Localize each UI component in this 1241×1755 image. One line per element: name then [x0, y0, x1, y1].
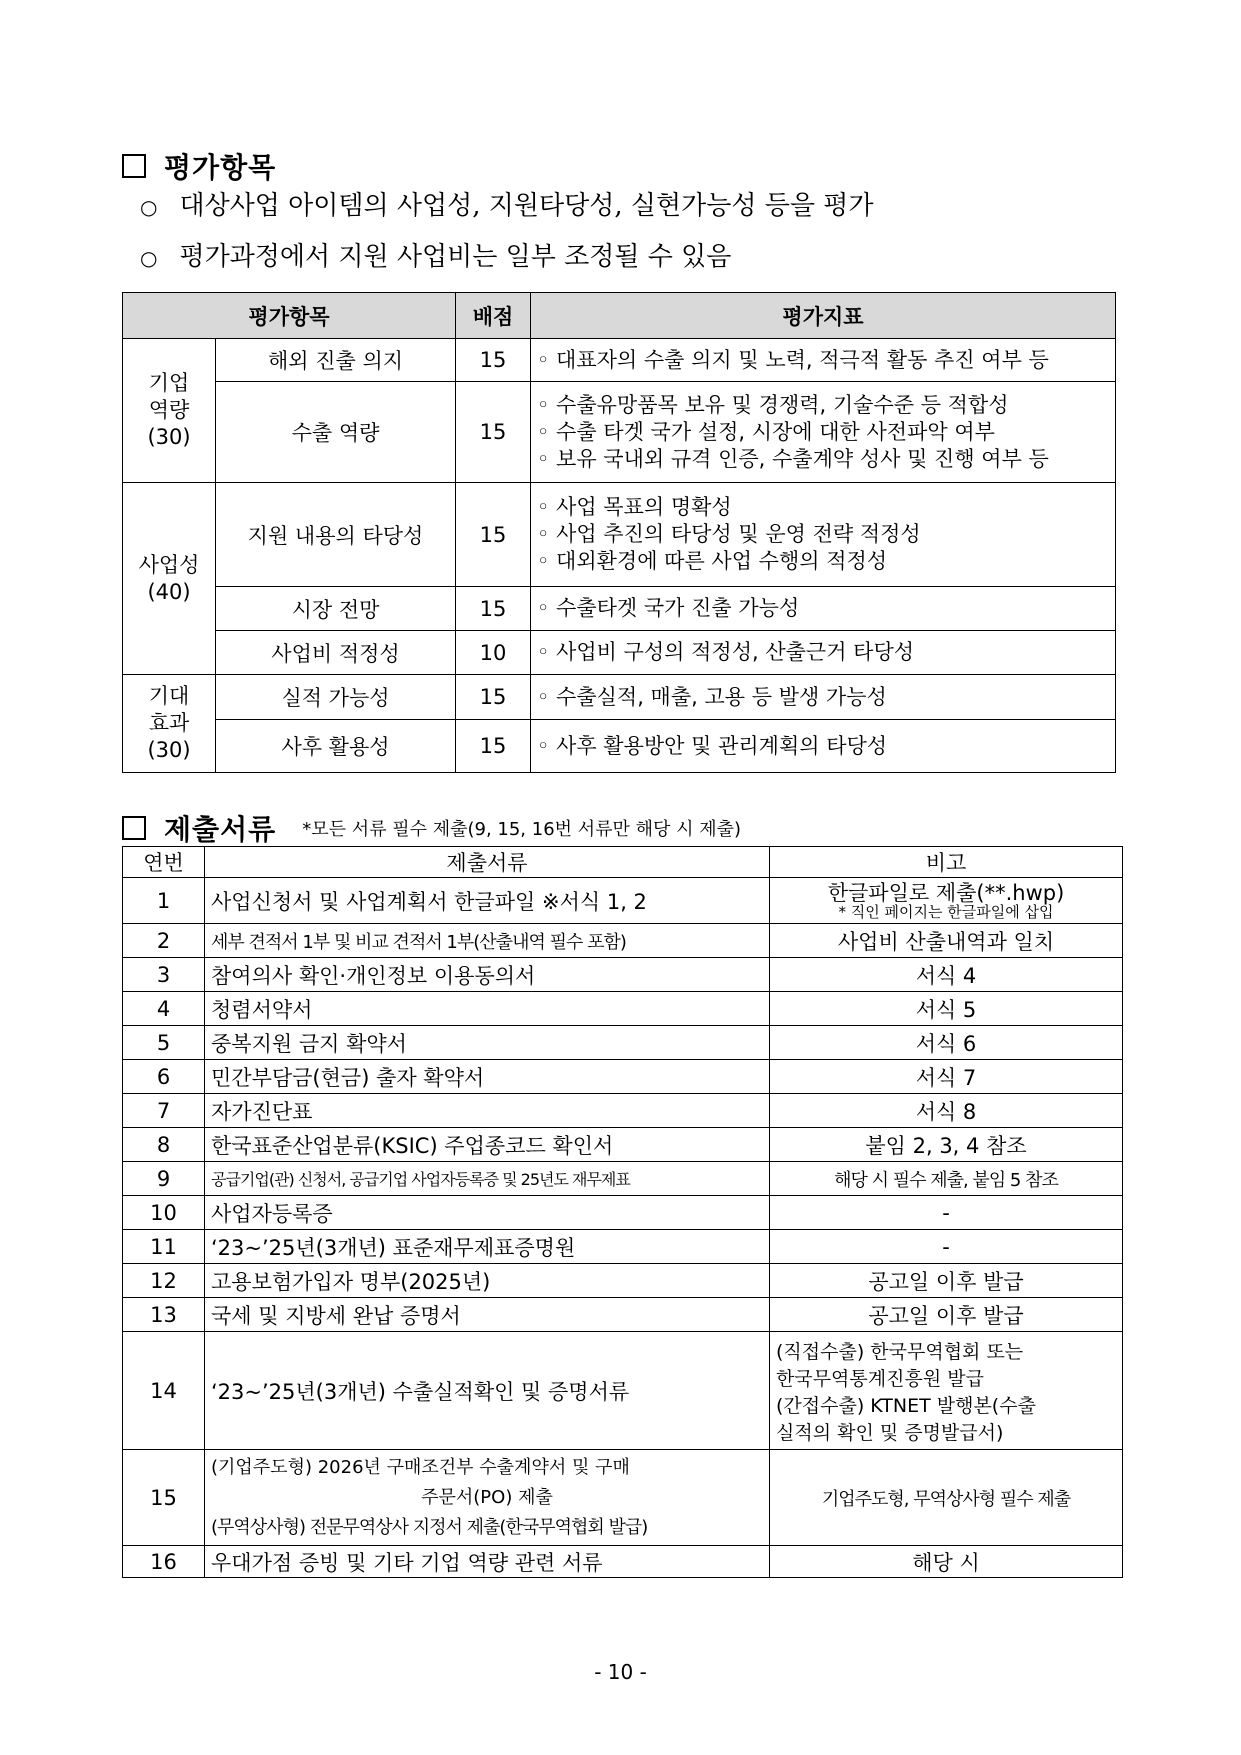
indicators: ◦ 수출유망품목 보유 및 경쟁력, 기술수준 등 적합성 ◦ 수출 타겟 국가 설정, 시장에 대한 사전파악 여부 ◦ 보유 국내외 규격 인증, 수출계약 성사 및 진행 여부 등	[531, 382, 1116, 483]
table-row: 4 청렴서약서 서식 5	[123, 992, 1123, 1026]
group-label: 사업성 (40)	[123, 483, 216, 675]
table-row: 10 사업자등록증 -	[123, 1196, 1123, 1230]
table-row: 9 공급기업(관) 신청서, 공급기업 사업자등록증 및 25년도 재무제표 해당 시 필수 제출, 붙임 5 참조	[123, 1162, 1123, 1196]
circle-bullet-icon: ○	[140, 195, 158, 219]
section2-heading	[122, 808, 741, 848]
table-row	[123, 675, 1116, 720]
page-number: - 10 -	[594, 1660, 647, 1684]
item-name: 시장 전망	[216, 587, 456, 631]
table-row: 8 한국표준산업분류(KSIC) 주업종코드 확인서 붙임 2, 3, 4 참조	[123, 1128, 1123, 1162]
score: 10	[456, 631, 531, 675]
bullet-2: ○ 평가과정에서 지원 사업비는 일부 조정될 수 있음	[140, 242, 732, 272]
item-name: 수출 역량	[216, 382, 456, 483]
table-row	[123, 483, 1116, 587]
indicators: ◦ 수출실적, 매출, 고용 등 발생 가능성	[531, 675, 1116, 720]
item-name: 실적 가능성	[216, 675, 456, 720]
table-row: 16 우대가점 증빙 및 기타 기업 역량 관련 서류 해당 시	[123, 1546, 1123, 1578]
group-label: 기업 역량 (30)	[123, 339, 216, 483]
item-name: 사업비 적정성	[216, 631, 456, 675]
section2-note: *모든 서류 필수 제출(9, 15, 16번 서류만 해당 시 제출)	[302, 819, 742, 840]
header-no: 연번	[123, 847, 205, 878]
score: 15	[456, 587, 531, 631]
table-row	[123, 587, 1116, 631]
table-row: 15 (기업주도형) 2026년 구매조건부 수출계약서 및 구매 주문서(PO) 제출 (무역상사형) 전문무역상사 지정서 제출(한국무역협회 발급) 기업주도형, 무역상사형 필수 제출	[123, 1450, 1123, 1546]
score: 15	[456, 339, 531, 382]
table-row	[123, 382, 1116, 483]
score: 15	[456, 382, 531, 483]
header-note: 비고	[770, 847, 1123, 878]
score: 15	[456, 720, 531, 773]
section2-title: 제출서류	[164, 813, 277, 846]
item-name: 지원 내용의 타당성	[216, 483, 456, 587]
evaluation-table	[122, 292, 1116, 773]
item-name: 해외 진출 의지	[216, 339, 456, 382]
indicators: ◦ 사후 활용방안 및 관리계획의 타당성	[531, 720, 1116, 773]
table-row: 3 참여의사 확인·개인정보 이용동의서 서식 4	[123, 958, 1123, 992]
indicators: ◦ 대표자의 수출 의지 및 노력, 적극적 활동 추진 여부 등	[531, 339, 1116, 382]
table-row: 13 국세 및 지방세 완납 증명서 공고일 이후 발급	[123, 1298, 1123, 1332]
table-row: 12 고용보험가입자 명부(2025년) 공고일 이후 발급	[123, 1264, 1123, 1298]
score: 15	[456, 483, 531, 587]
section1-heading	[122, 146, 276, 186]
indicators: ◦ 사업비 구성의 적정성, 산출근거 타당성	[531, 631, 1116, 675]
table-row: 11 ‘23~’25년(3개년) 표준재무제표증명원 -	[123, 1230, 1123, 1264]
checkbox-square-icon	[122, 154, 146, 178]
table-row	[123, 339, 1116, 382]
table-row	[123, 720, 1116, 773]
indicators: ◦ 사업 목표의 명확성 ◦ 사업 추진의 타당성 및 운영 전략 적정성 ◦ 대외환경에 따른 사업 수행의 적정성	[531, 483, 1116, 587]
documents-table	[122, 846, 1123, 1578]
score: 15	[456, 675, 531, 720]
table-row: 1 사업신청서 및 사업계획서 한글파일 ※서식 1, 2 한글파일로 제출(**.hwp) * 직인 페이지는 한글파일에 삽입	[123, 878, 1123, 924]
header-eval-item: 평가항목	[123, 293, 456, 339]
header-score: 배점	[456, 293, 531, 339]
table-row: 7 자가진단표 서식 8	[123, 1094, 1123, 1128]
section1-title: 평가항목	[164, 151, 277, 184]
table-row: 14 ‘23~’25년(3개년) 수출실적확인 및 증명서류 (직접수출) 한국무역협회 또는 한국무역통계진흥원 발급 (간접수출) KTNET 발행본(수출 실적의 확인 및 증명발급서)	[123, 1332, 1123, 1450]
indicators: ◦ 수출타겟 국가 진출 가능성	[531, 587, 1116, 631]
table-row	[123, 631, 1116, 675]
bullet-1: ○ 대상사업 아이템의 사업성, 지원타당성, 실현가능성 등을 평가	[140, 191, 874, 221]
header-doc: 제출서류	[205, 847, 770, 878]
group-label: 기대 효과 (30)	[123, 675, 216, 773]
item-name: 사후 활용성	[216, 720, 456, 773]
table-row: 5 중복지원 금지 확약서 서식 6	[123, 1026, 1123, 1060]
table-row: 6 민간부담금(현금) 출자 확약서 서식 7	[123, 1060, 1123, 1094]
table-row: 2 세부 견적서 1부 및 비교 견적서 1부(산출내역 필수 포함) 사업비 산출내역과 일치	[123, 924, 1123, 958]
checkbox-square-icon	[122, 816, 146, 840]
circle-bullet-icon: ○	[140, 246, 158, 270]
header-indicator: 평가지표	[531, 293, 1116, 339]
